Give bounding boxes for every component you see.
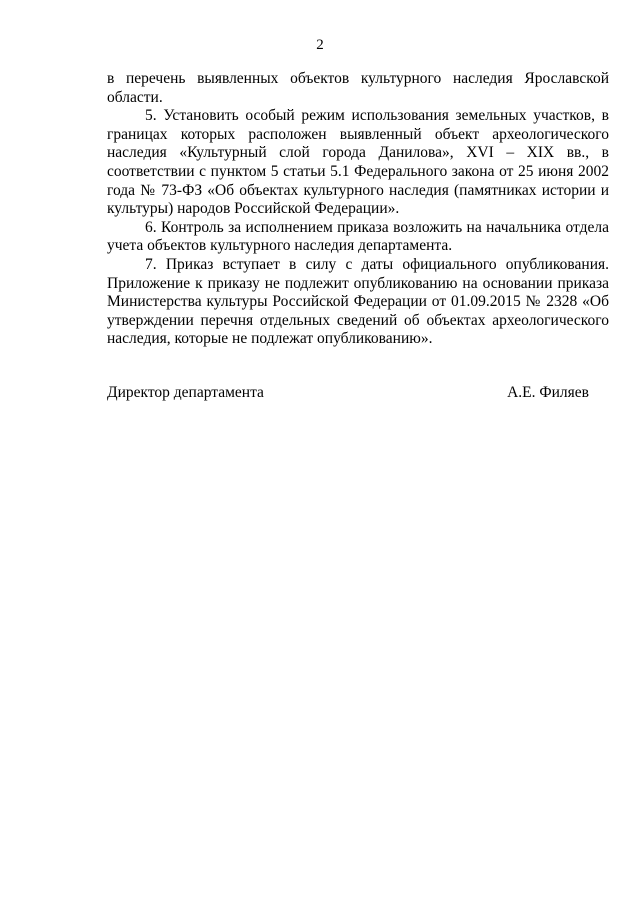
paragraph-item-7: 7. Приказ вступает в силу с даты официального опубликования. Приложение к приказу не подлежит опубликованию на основании приказа Министерства культуры Российской Федерации от 01.09.2015 № 2328 «Об утверждении перечня отдельных сведений об объектах археологического наследия, которые не подлежат опубликованию». bbox=[107, 255, 609, 348]
paragraph-item-5: 5. Установить особый режим использования земельных участков, в границах которых расположен выявленный объект археологического наследия «Культурный слой города Данилова», XVI – XIX вв., в соответствии с пунктом 5 статьи 5.1 Федерального закона от 25 июня 2002 года № 73-ФЗ «Об объектах культурного наследия (памятниках истории и культуры) народов Российской Федерации». bbox=[107, 107, 609, 218]
paragraph-item-6: 6. Контроль за исполнением приказа возложить на начальника отдела учета объектов культурного наследия департамента. bbox=[107, 218, 609, 255]
signature-name: А.Е. Филяев bbox=[507, 384, 589, 401]
paragraph-continuation: в перечень выявленных объектов культурного наследия Ярославской области. bbox=[107, 70, 609, 106]
signature-block bbox=[107, 384, 589, 402]
signature-position: Директор департамента bbox=[107, 384, 264, 401]
page-number: 2 bbox=[316, 37, 324, 53]
document-body bbox=[107, 70, 609, 349]
